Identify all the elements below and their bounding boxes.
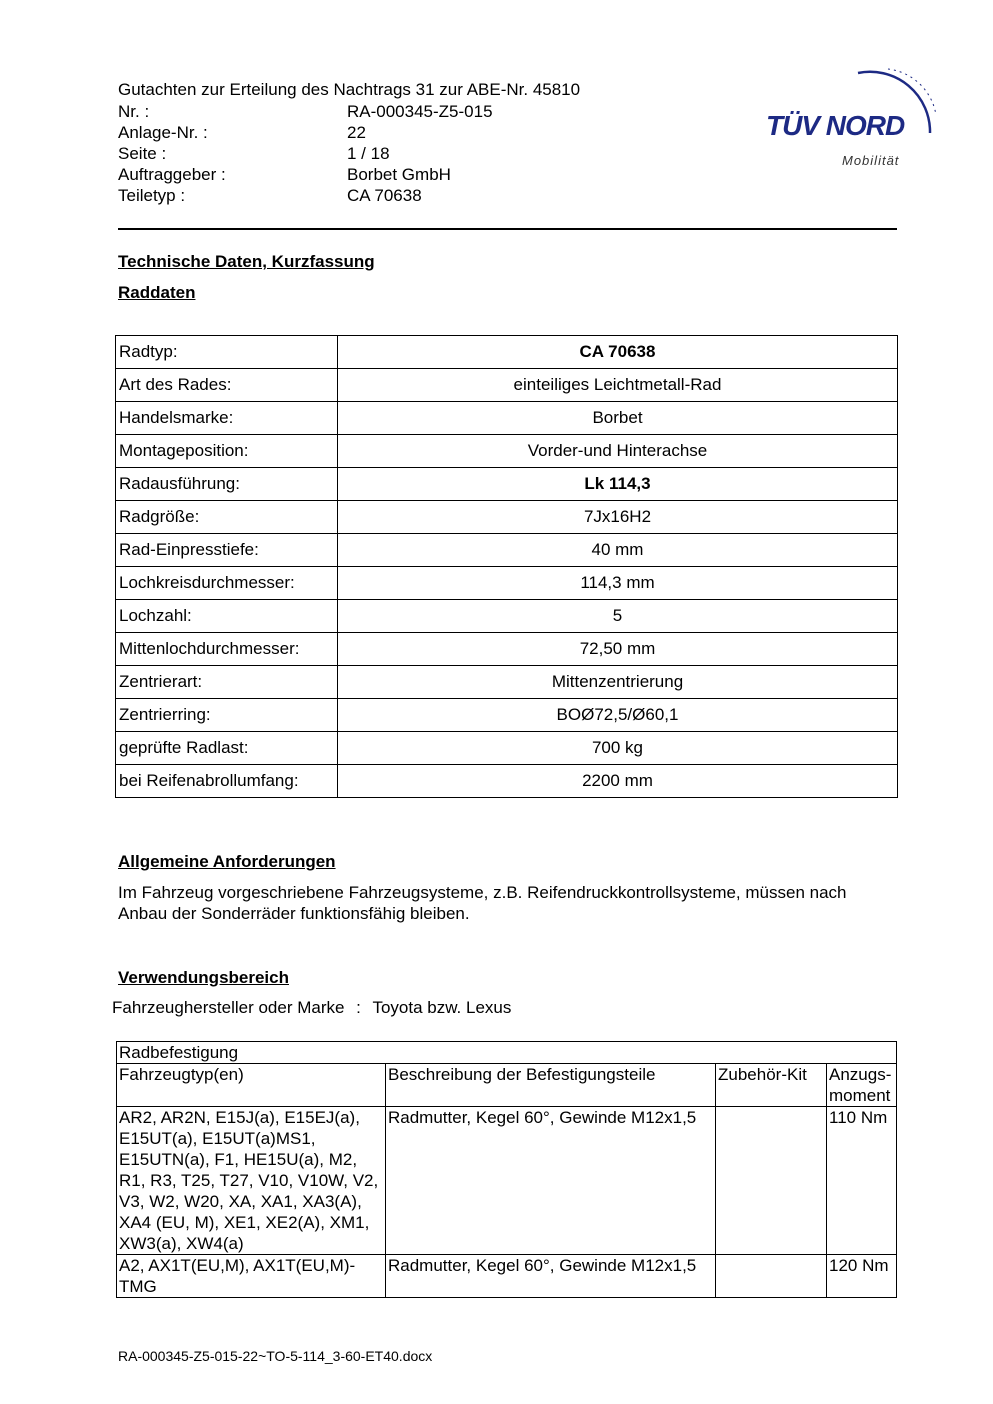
row-value: Borbet <box>338 402 898 435</box>
table-row <box>116 600 898 633</box>
vehicle-maker-line <box>112 998 511 1018</box>
table-header-row <box>117 1064 897 1107</box>
table-row <box>116 732 898 765</box>
row-label: geprüfte Radlast: <box>116 732 338 765</box>
header-value: RA-000345-Z5-015 <box>347 102 493 121</box>
section-heading-allgemein: Allgemeine Anforderungen <box>118 852 336 871</box>
vehicle-types-cell: A2, AX1T(EU,M), AX1T(EU,M)-TMG <box>117 1255 386 1298</box>
table-row <box>116 369 898 402</box>
table-row <box>116 435 898 468</box>
row-value: einteiliges Leichtmetall-Rad <box>338 369 898 402</box>
row-value: 2200 mm <box>338 765 898 798</box>
header-label: Auftraggeber : <box>118 165 226 184</box>
header-value: CA 70638 <box>347 186 422 205</box>
column-header: Fahrzeugtyp(en) <box>117 1064 386 1107</box>
row-label: Handelsmarke: <box>116 402 338 435</box>
maker-value: Toyota bzw. Lexus <box>372 998 512 1017</box>
allgemein-paragraph: Im Fahrzeug vorgeschriebene Fahrzeugsysteme, z.B. Reifendruckkontrollsysteme, müssen nach Anbau der Sonderräder funktionsfähig bleiben. <box>118 883 847 923</box>
row-label: Mittenlochdurchmesser: <box>116 633 338 666</box>
section-heading-tech: Technische Daten, Kurzfassung <box>118 252 375 271</box>
table-row <box>116 501 898 534</box>
row-value: Vorder-und Hinterachse <box>338 435 898 468</box>
table-caption: Radbefestigung <box>117 1042 897 1064</box>
column-header: Zubehör-Kit <box>716 1064 827 1107</box>
table-row <box>116 567 898 600</box>
document-title: Gutachten zur Erteilung des Nachtrags 31 zur ABE-Nr. 45810 <box>118 80 581 99</box>
header-value: 22 <box>347 123 366 142</box>
table-row <box>116 765 898 798</box>
row-label: Lochzahl: <box>116 600 338 633</box>
row-label: Zentrierring: <box>116 699 338 732</box>
row-value: 700 kg <box>338 732 898 765</box>
row-value: 114,3 mm <box>338 567 898 600</box>
column-header: Anzugs-moment <box>827 1064 897 1107</box>
table-row <box>116 534 898 567</box>
table-row <box>117 1107 897 1255</box>
row-label: Lochkreisdurchmesser: <box>116 567 338 600</box>
row-label: Radgröße: <box>116 501 338 534</box>
table-row <box>116 666 898 699</box>
header-label: Teiletyp : <box>118 186 186 205</box>
header-label: Nr. : <box>118 102 150 121</box>
maker-label: Fahrzeughersteller oder Marke <box>112 998 345 1017</box>
header-label: Anlage-Nr. : <box>118 123 208 142</box>
row-label: Zentrierart: <box>116 666 338 699</box>
table-caption-row <box>117 1042 897 1064</box>
row-value: Lk 114,3 <box>338 468 898 501</box>
row-value: 72,50 mm <box>338 633 898 666</box>
description-cell: Radmutter, Kegel 60°, Gewinde M12x1,5 <box>386 1255 716 1298</box>
header-divider <box>118 228 897 230</box>
logo-dotted-arc-icon <box>888 69 936 115</box>
row-value: Mittenzentrierung <box>338 666 898 699</box>
header-label: Seite : <box>118 144 167 163</box>
table-row <box>116 468 898 501</box>
tuv-nord-logo <box>760 55 940 175</box>
wheel-mounting-table <box>116 1041 897 1298</box>
kit-cell <box>716 1107 827 1255</box>
torque-cell: 120 Nm <box>827 1255 897 1298</box>
row-label: Art des Rades: <box>116 369 338 402</box>
vehicle-types-cell: AR2, AR2N, E15J(a), E15EJ(a), E15UT(a), E15UT(a)MS1, E15UTN(a), F1, HE15U(a), M2, R1, R3, T25, T27, V10, V10W, V2, V3, W2, W20, XA, XA1, XA3(A), XA4 (EU, M), XE1, XE2(A), XM1, XW3(a), XW4(a) <box>117 1107 386 1255</box>
section-heading-raddaten: Raddaten <box>118 283 196 302</box>
logo-sub-text: Mobilität <box>842 153 900 168</box>
row-label: Radtyp: <box>116 336 338 369</box>
table-row <box>116 336 898 369</box>
description-cell: Radmutter, Kegel 60°, Gewinde M12x1,5 <box>386 1107 716 1255</box>
row-value: CA 70638 <box>338 336 898 369</box>
row-value: 40 mm <box>338 534 898 567</box>
column-header: Beschreibung der Befestigungsteile <box>386 1064 716 1107</box>
table-row <box>117 1255 897 1298</box>
kit-cell <box>716 1255 827 1298</box>
header-value: 1 / 18 <box>347 144 390 163</box>
row-value: 7Jx16H2 <box>338 501 898 534</box>
row-value: BOØ72,5/Ø60,1 <box>338 699 898 732</box>
maker-separator: : <box>356 998 361 1017</box>
row-label: bei Reifenabrollumfang: <box>116 765 338 798</box>
footer-filename: RA-000345-Z5-015-22~TO-5-114_3-60-ET40.docx <box>118 1348 433 1364</box>
row-label: Rad-Einpresstiefe: <box>116 534 338 567</box>
wheel-data-table <box>115 335 898 798</box>
table-row <box>116 699 898 732</box>
row-label: Radausführung: <box>116 468 338 501</box>
row-value: 5 <box>338 600 898 633</box>
header-value: Borbet GmbH <box>347 165 451 184</box>
section-heading-verwendung: Verwendungsbereich <box>118 968 289 987</box>
table-row <box>116 402 898 435</box>
torque-cell: 110 Nm <box>827 1107 897 1255</box>
logo-brand-text: TÜV NORD <box>766 110 905 141</box>
row-label: Montageposition: <box>116 435 338 468</box>
table-row <box>116 633 898 666</box>
